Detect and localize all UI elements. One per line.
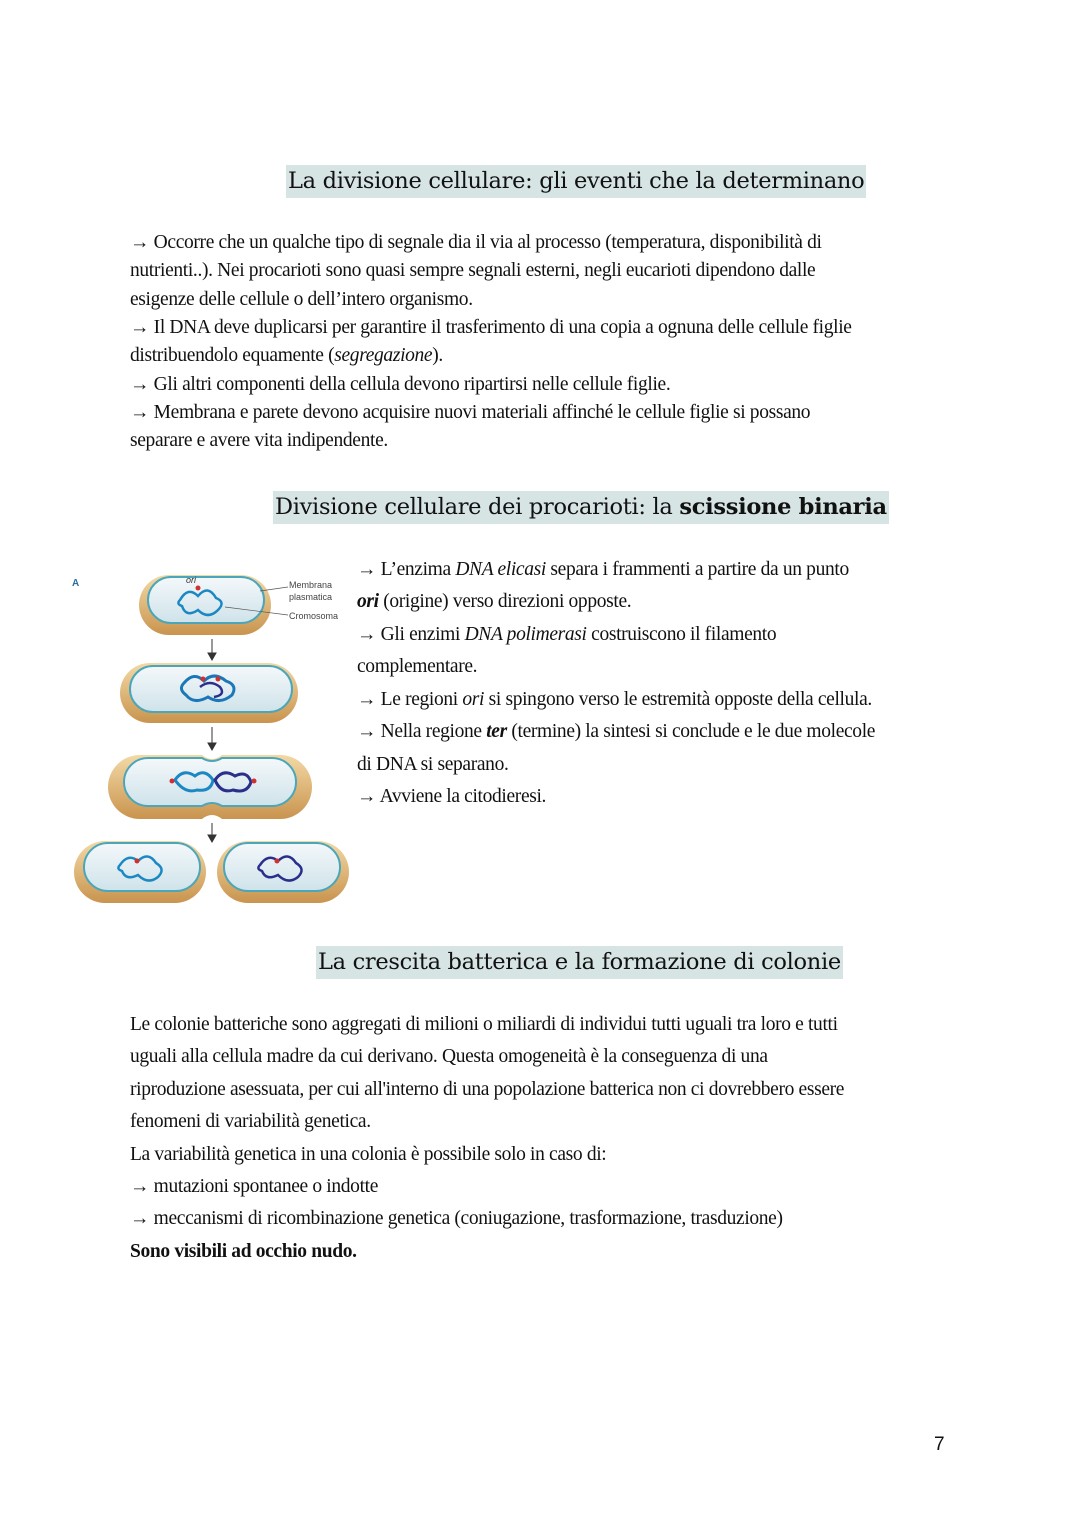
text: → Gli enzimi bbox=[357, 624, 465, 645]
text-line: esigenze delle cellule o dell’intero organismo. bbox=[130, 289, 473, 310]
heading-binary-fission bbox=[273, 491, 889, 524]
text: separa i frammenti a partire da un punto bbox=[545, 559, 849, 580]
term-ori: ori bbox=[357, 591, 379, 612]
text-line: uguali alla cellula madre da cui derivano. Questa omogeneità è la conseguenza di una bbox=[130, 1046, 768, 1067]
term: DNA polimerasi bbox=[464, 624, 587, 645]
panel-label: A bbox=[72, 578, 80, 589]
text: → Le regioni bbox=[357, 689, 463, 710]
text-line bbox=[130, 345, 443, 367]
text: ). bbox=[432, 345, 443, 366]
text: (termine) la sintesi si conclude e le due molecole bbox=[506, 721, 876, 742]
cell-stage-1 bbox=[139, 575, 338, 635]
membrane-label: plasmatica bbox=[289, 592, 333, 602]
text: distribuendolo equamente ( bbox=[130, 345, 335, 366]
ori-label: ori bbox=[186, 575, 197, 585]
text-line: riproduzione asessuata, per cui all'interno di una popolazione batterica non ci dovrebbero essere bbox=[130, 1079, 845, 1100]
text-line bbox=[357, 591, 631, 613]
text-line: La variabilità genetica in una colonia è possibile solo in caso di: bbox=[130, 1144, 607, 1165]
arrow-icon bbox=[208, 639, 216, 660]
term-ter: ter bbox=[486, 721, 507, 742]
heading-text: Divisione cellulare dei procarioti: la bbox=[275, 494, 680, 520]
text-line-bold: Sono visibili ad occhio nudo. bbox=[130, 1241, 357, 1262]
membrane-label: Membrana bbox=[289, 580, 333, 590]
text-line: → Membrana e parete devono acquisire nuovi materiali affinché le cellule figlie si possano bbox=[130, 402, 811, 423]
text-line bbox=[357, 624, 776, 646]
text-line: di DNA si separano. bbox=[357, 754, 509, 775]
text-line: nutrienti..). Nei procarioti sono quasi sempre segnali esterni, negli eucarioti dipendono dalle bbox=[130, 260, 816, 281]
binary-fission-illustration bbox=[60, 555, 360, 920]
cell-stage-3 bbox=[108, 755, 312, 819]
text-line: → Avviene la citodieresi. bbox=[357, 786, 547, 807]
arrow-icon bbox=[208, 727, 216, 750]
heading-cell-division-events: La divisione cellulare: gli eventi che la determinano bbox=[286, 165, 866, 198]
chromosome-label: Cromosoma bbox=[289, 611, 339, 621]
text-line: → Occorre che un qualche tipo di segnale dia il via al processo (temperatura, disponibilità di bbox=[130, 232, 822, 253]
text-line: → Il DNA deve duplicarsi per garantire il trasferimento di una copia a ognuna delle cellule figlie bbox=[130, 317, 852, 338]
cell-stage-2 bbox=[120, 663, 298, 723]
text-line: → Gli altri componenti della cellula devono ripartirsi nelle cellule figlie. bbox=[130, 374, 671, 395]
arrow-icon bbox=[208, 823, 216, 842]
text-line: separare e avere vita indipendente. bbox=[130, 430, 388, 451]
text-line bbox=[357, 689, 872, 711]
text-line: → mutazioni spontanee o indotte bbox=[130, 1176, 379, 1197]
heading-bacterial-growth: La crescita batterica e la formazione di colonie bbox=[316, 946, 843, 979]
text-line bbox=[357, 721, 875, 743]
daughter-cell-right bbox=[217, 841, 349, 903]
text: costruiscono il filamento bbox=[586, 624, 777, 645]
text: → Nella regione bbox=[357, 721, 487, 742]
text-line: complementare. bbox=[357, 656, 478, 677]
term-ori: ori bbox=[462, 689, 485, 710]
term-segregazione: segregazione bbox=[334, 345, 433, 366]
heading-bold: scissione binaria bbox=[679, 494, 887, 520]
daughter-cell-left bbox=[74, 841, 206, 903]
page-number: 7 bbox=[934, 1434, 945, 1455]
text-line: Le colonie batteriche sono aggregati di milioni o miliardi di individui tutti uguali tra loro e tutti bbox=[130, 1014, 838, 1035]
text-line: fenomeni di variabilità genetica. bbox=[130, 1111, 371, 1132]
term: DNA elicasi bbox=[455, 559, 546, 580]
text: → L’enzima bbox=[357, 559, 456, 580]
text: si spingono verso le estremità opposte della cellula. bbox=[484, 689, 872, 710]
text: (origine) verso direzioni opposte. bbox=[378, 591, 632, 612]
text-line bbox=[357, 559, 849, 581]
text-line: → meccanismi di ricombinazione genetica (coniugazione, trasformazione, trasduzione) bbox=[130, 1208, 783, 1229]
